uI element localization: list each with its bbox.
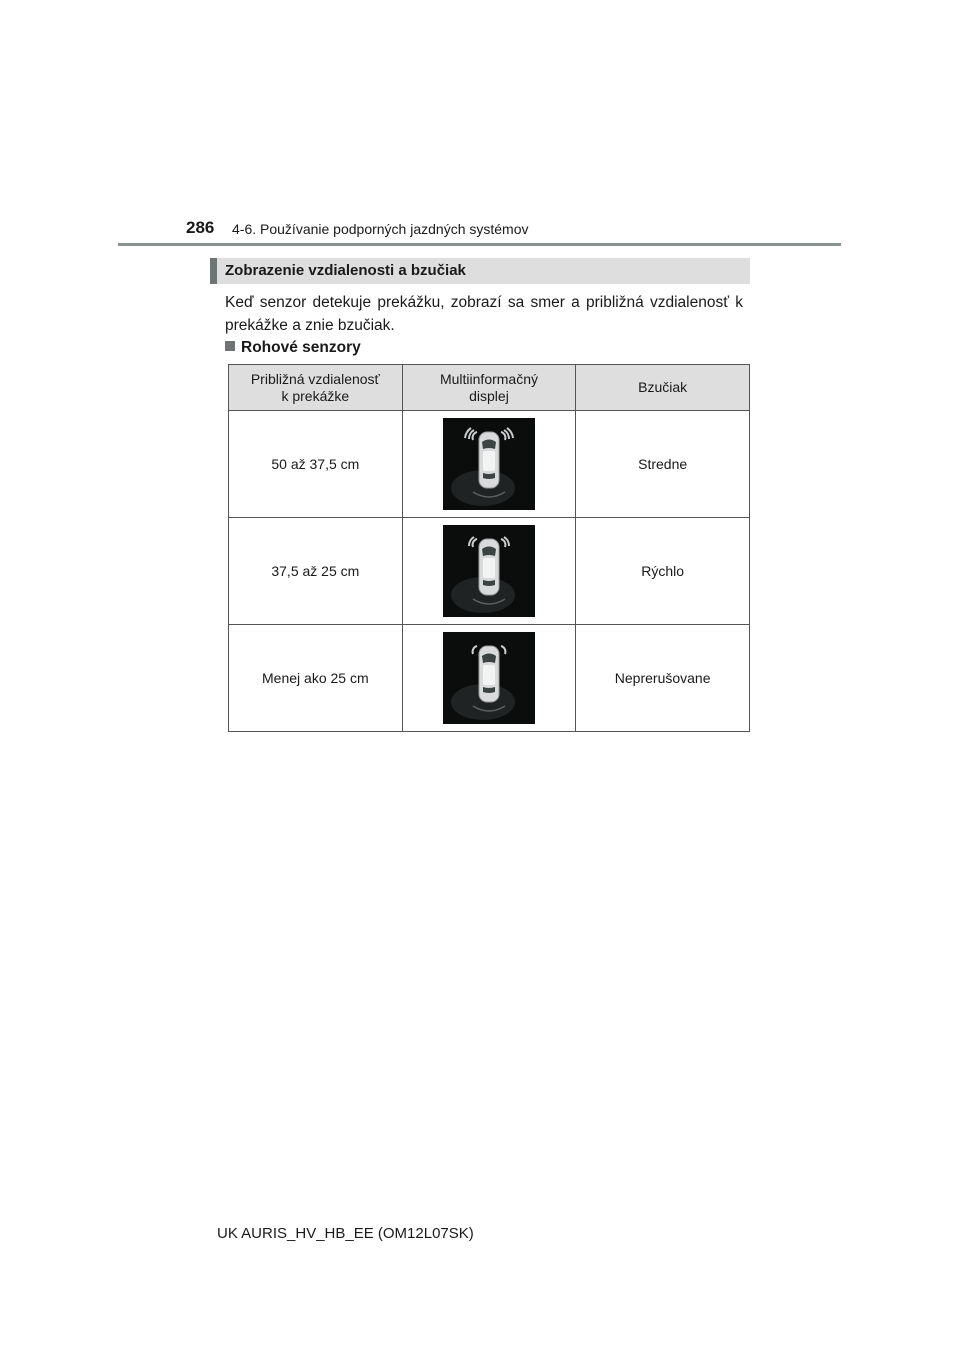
table-header-row	[229, 365, 750, 411]
display-cell	[402, 411, 576, 518]
display-cell	[402, 518, 576, 625]
buzzer-cell: Stredne	[576, 411, 750, 518]
distance-cell: Menej ako 25 cm	[229, 625, 403, 732]
car-windshield	[482, 547, 496, 557]
parking-sensor-display-icon	[443, 418, 535, 510]
sensor-distance-table	[228, 364, 750, 732]
distance-cell: 37,5 až 25 cm	[229, 518, 403, 625]
buzzer-cell: Neprerušovane	[576, 625, 750, 732]
car-windshield	[482, 440, 496, 450]
header-buzzer-label: Bzučiak	[638, 379, 688, 395]
header-display-line2: displej	[469, 387, 509, 404]
chapter-title: 4-6. Používanie podporných jazdných systémov	[232, 221, 529, 237]
parking-sensor-display-icon	[443, 525, 535, 617]
car-roof	[483, 558, 495, 578]
header-display	[402, 365, 576, 411]
car-roof	[483, 665, 495, 685]
parking-sensor-display-icon	[443, 632, 535, 724]
buzzer-cell: Rýchlo	[576, 518, 750, 625]
car-roof	[483, 451, 495, 471]
square-bullet-icon	[225, 341, 235, 351]
section-heading: Zobrazenie vzdialenosti a bzučiak	[210, 258, 750, 284]
display-cell	[402, 625, 576, 732]
header-divider	[118, 243, 841, 246]
page-number: 286	[186, 218, 215, 237]
table-row	[229, 518, 750, 625]
table-row	[229, 625, 750, 732]
subsection-heading	[225, 339, 361, 357]
distance-cell: 50 až 37,5 cm	[229, 411, 403, 518]
car-windshield	[482, 654, 496, 664]
subsection-title: Rohové senzory	[241, 339, 361, 356]
header-distance	[229, 365, 403, 411]
document-code: UK AURIS_HV_HB_EE (OM12L07SK)	[217, 1225, 474, 1242]
header-distance-line2: k prekážke	[281, 387, 350, 404]
table-row	[229, 411, 750, 518]
header-buzzer	[576, 365, 750, 411]
intro-paragraph: Keď senzor detekuje prekážku, zobrazí sa smer a približná vzdialenosť k prekážke a znie bzučiak.	[225, 294, 743, 334]
header-display-line1: Multiinformačný	[439, 370, 538, 387]
header-distance-line1: Približná vzdialenosť	[250, 370, 380, 387]
